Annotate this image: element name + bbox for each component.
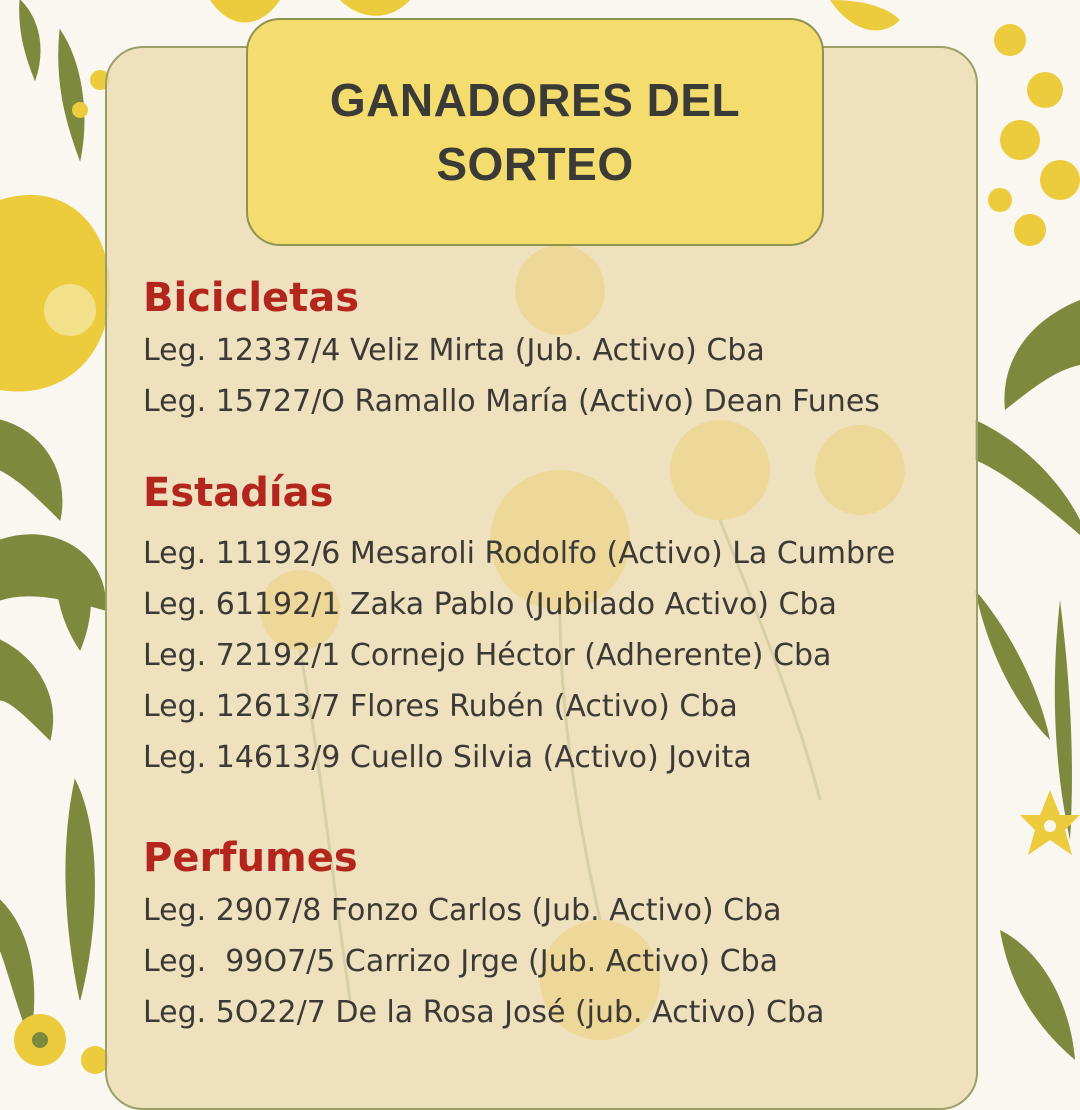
section-heading-perfumes: Perfumes <box>143 835 358 881</box>
winner-entry: Leg. 61192/1 Zaka Pablo (Jubilado Activo) Cba <box>143 587 837 622</box>
winner-entry: Leg. 15727/O Ramallo María (Activo) Dean Funes <box>143 384 880 419</box>
winner-entry: Leg. 72192/1 Cornejo Héctor (Adherente) Cba <box>143 638 832 673</box>
page-title: GANADORES DEL SORTEO <box>329 74 741 190</box>
winner-entry: Leg. 11192/6 Mesaroli Rodolfo (Activo) La Cumbre <box>143 536 896 571</box>
winner-entry: Leg. 99O7/5 Carrizo Jrge (Jub. Activo) Cba <box>143 944 779 979</box>
winner-entry: Leg. 5O22/7 De la Rosa José (jub. Activo) Cba <box>143 995 825 1030</box>
section-heading-bicicletas: Bicicletas <box>143 275 360 321</box>
winner-entry: Leg. 14613/9 Cuello Silvia (Activo) Jovita <box>143 740 752 775</box>
winner-entry: Leg. 12613/7 Flores Rubén (Activo) Cba <box>143 689 738 724</box>
section-heading-estadias: Estadías <box>143 470 334 516</box>
title-banner <box>246 18 824 246</box>
winner-entry: Leg. 12337/4 Veliz Mirta (Jub. Activo) Cba <box>143 333 765 368</box>
winner-entry: Leg. 2907/8 Fonzo Carlos (Jub. Activo) Cba <box>143 893 782 928</box>
